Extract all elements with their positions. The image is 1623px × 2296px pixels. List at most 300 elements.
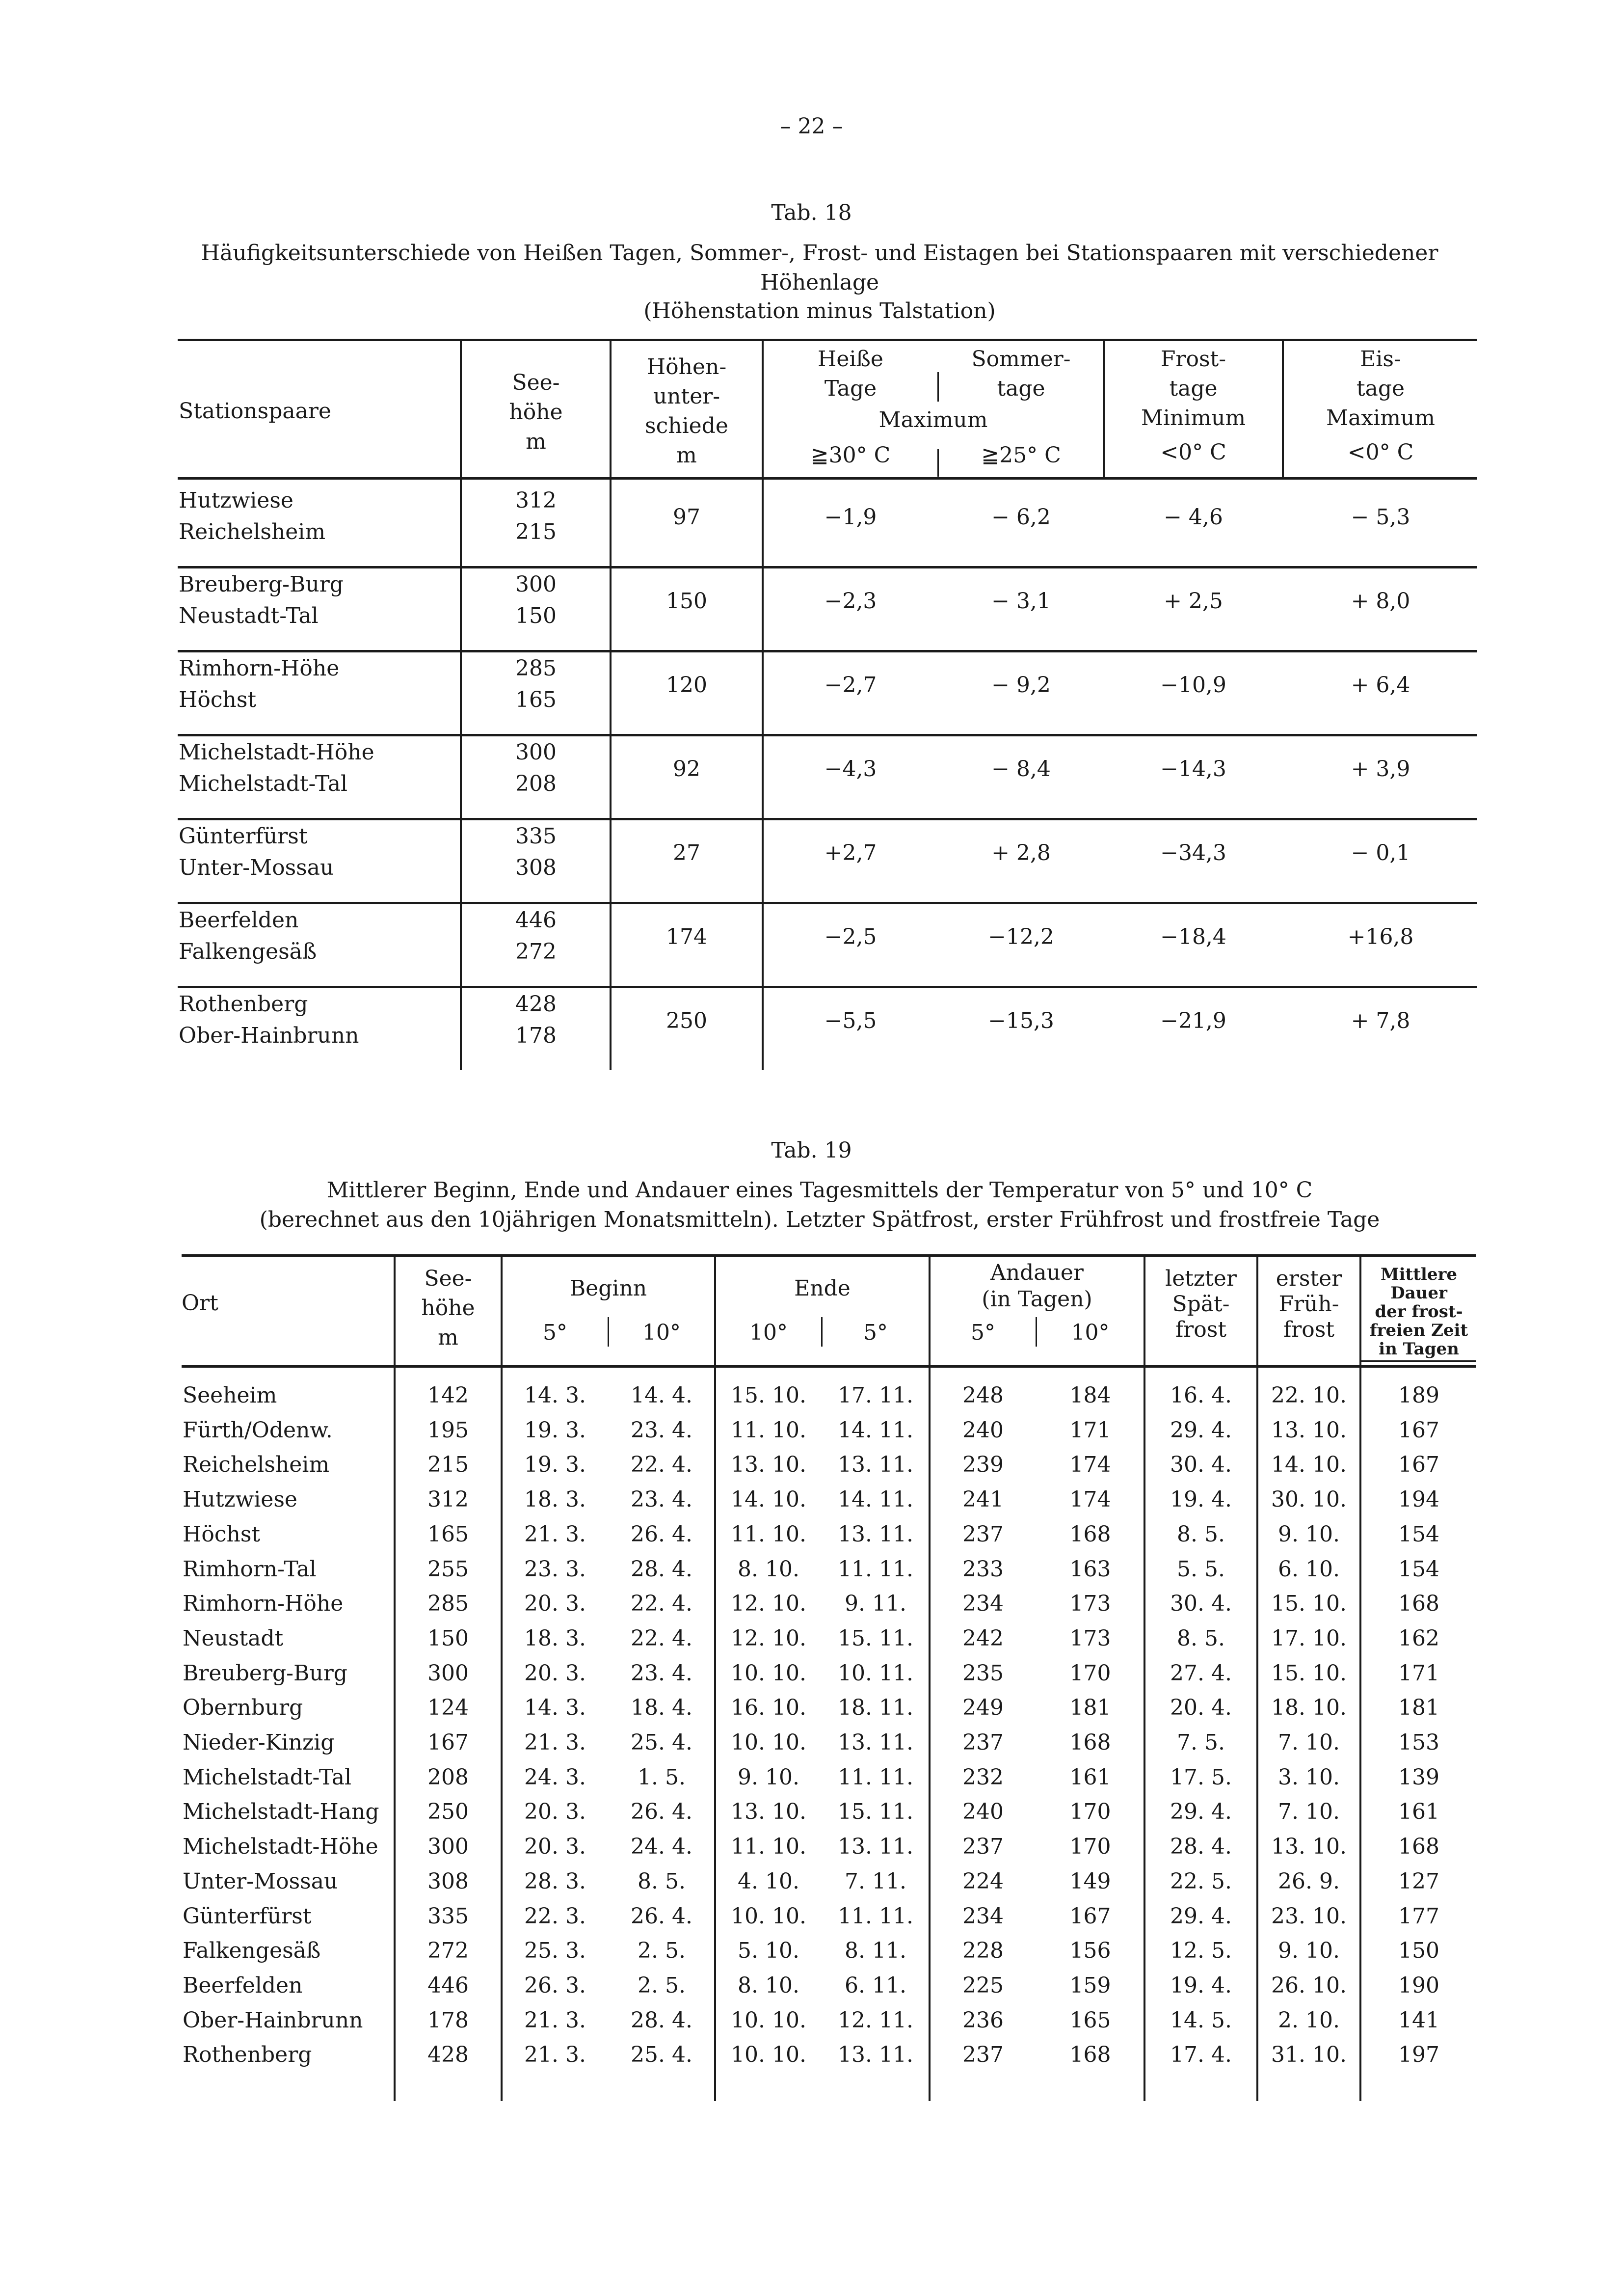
- tab19-cell-ende-5: 15. 11.: [838, 1625, 913, 1651]
- tab18-cell-frosttage: −34,3: [1160, 840, 1226, 865]
- tab19-cell-seehoehe: 167: [427, 1730, 469, 1755]
- tab18-cell-station-bottom: Ober-Hainbrunn: [179, 1023, 359, 1048]
- tab18-cell-eistage: − 5,3: [1351, 505, 1410, 530]
- tab18-row: [178, 654, 1477, 738]
- tab19-cell-mittlere-dauer: 167: [1398, 1452, 1439, 1478]
- tab19-cell-andauer-5: 237: [962, 1834, 1004, 1860]
- tab18-vline-heiss-sommer: [937, 372, 939, 402]
- tab19-cell-beginn-10: 26. 4.: [631, 1799, 692, 1825]
- tab19-cell-andauer-10: 170: [1069, 1834, 1111, 1860]
- tab18-caption-line3: (Höhenstation minus Talstation): [643, 298, 996, 324]
- tab19-cell-mittlere-dauer: 153: [1398, 1730, 1439, 1755]
- tab18-header-rule: [178, 477, 1477, 480]
- tab19-cell-ort: Falkengesäß: [183, 1938, 321, 1964]
- tab19-cell-ort: Breuberg-Burg: [183, 1660, 347, 1686]
- tab19-row: [182, 1693, 1476, 1728]
- tab19-cell-seehoehe: 124: [427, 1695, 469, 1721]
- tab19-cell-beginn-5: 26. 3.: [524, 1972, 586, 1998]
- tab18-h-maximum: Maximum: [878, 407, 988, 432]
- tab19-cell-spaetfrost: 16. 4.: [1170, 1383, 1232, 1408]
- tab19-cell-ort: Unter-Mossau: [183, 1868, 338, 1894]
- tab19-row: [182, 1381, 1476, 1416]
- tab19-cell-spaetfrost: 12. 5.: [1170, 1938, 1232, 1964]
- tab19-row: [182, 1589, 1476, 1624]
- tab19-cell-beginn-10: 28. 4.: [631, 1556, 692, 1582]
- tab19-cell-beginn-5: 20. 3.: [524, 1660, 586, 1686]
- tab19-row: [182, 1832, 1476, 1867]
- tab19-cell-ende-10: 12. 10.: [731, 1591, 806, 1617]
- tab18-cell-sommertage: − 3,1: [991, 589, 1051, 614]
- tab19-cell-ende-5: 18. 11.: [838, 1695, 913, 1721]
- tab18-cell-station-top: Rimhorn-Höhe: [179, 656, 340, 681]
- tab18-cell-seehoehe-top: 335: [515, 824, 557, 849]
- tab19-cell-spaetfrost: 29. 4.: [1170, 1903, 1232, 1929]
- tab19-cell-ende-10: 10. 10.: [731, 1730, 806, 1755]
- tab19-h-andauer: Andauer (in Tagen): [982, 1260, 1092, 1312]
- tab19-h-erster: erster Früh- frost: [1276, 1266, 1342, 1342]
- tab19-cell-ende-5: 17. 11.: [838, 1383, 913, 1408]
- tab19-cell-fruehfrost: 6. 10.: [1278, 1556, 1340, 1582]
- tab19-cell-ort: Ober-Hainbrunn: [183, 2007, 363, 2033]
- tab18-h-sommertage: Sommer- tage: [971, 347, 1071, 401]
- tab18-row-rule: [178, 902, 1477, 904]
- tab19-cell-beginn-10: 22. 4.: [631, 1452, 692, 1478]
- tab19-cell-andauer-10: 165: [1069, 2007, 1111, 2033]
- tab18-cell-station-top: Breuberg-Burg: [179, 572, 344, 597]
- tab19-cell-seehoehe: 300: [427, 1660, 469, 1686]
- tab19-cell-ort: Michelstadt-Hang: [183, 1799, 379, 1825]
- tab19-cell-andauer-10: 184: [1069, 1383, 1111, 1408]
- tab19-cell-seehoehe: 215: [427, 1452, 469, 1478]
- tab18-cell-station-bottom: Reichelsheim: [179, 519, 326, 544]
- tab19-cell-seehoehe: 300: [427, 1834, 469, 1860]
- tab18-cell-seehoehe-top: 300: [515, 572, 557, 597]
- tab18-cell-eistage: +16,8: [1347, 924, 1414, 949]
- tab19-caption-line1: Mittlerer Beginn, Ende und Andauer eines Tagesmittels der Temperatur von 5° und 10° C: [326, 1178, 1313, 1203]
- tab19-cell-beginn-5: 20. 3.: [524, 1591, 586, 1617]
- tab19-cell-andauer-10: 171: [1069, 1417, 1111, 1443]
- tab19-cell-andauer-5: 235: [962, 1660, 1004, 1686]
- tab19-h-mittlere: Mittlere Dauer der frost- freien Zeit in Tagen: [1369, 1265, 1468, 1359]
- tab19-cell-ende-10: 11. 10.: [731, 1834, 806, 1860]
- tab19-cell-fruehfrost: 3. 10.: [1278, 1764, 1340, 1790]
- tab19-cell-ende-10: 10. 10.: [731, 2042, 806, 2068]
- tab19-cell-spaetfrost: 19. 4.: [1170, 1972, 1232, 1998]
- tab19-cell-mittlere-dauer: 190: [1398, 1972, 1439, 1998]
- tab19-cell-ende-10: 13. 10.: [731, 1452, 806, 1478]
- tab19-title: Tab. 19: [771, 1138, 852, 1163]
- tab19-cell-beginn-10: 23. 4.: [631, 1660, 692, 1686]
- tab19-cell-ort: Günterfürst: [183, 1903, 312, 1929]
- tab19-cell-ende-5: 11. 11.: [838, 1903, 913, 1929]
- tab19-cell-seehoehe: 312: [427, 1487, 469, 1513]
- tab18-caption: [162, 239, 1477, 326]
- tab19-mittlere-underline: [1361, 1360, 1476, 1362]
- tab18-cell-sommertage: −12,2: [988, 924, 1054, 949]
- tab19-cell-andauer-10: 173: [1069, 1625, 1111, 1651]
- tab19-cell-ort: Rothenberg: [183, 2042, 312, 2068]
- tab19-cell-ort: Nieder-Kinzig: [183, 1730, 335, 1755]
- tab19-cell-beginn-5: 21. 3.: [524, 1730, 586, 1755]
- tab19-cell-beginn-5: 21. 3.: [524, 2042, 586, 2068]
- tab18-row-rule: [178, 650, 1477, 652]
- page-number: – 22 –: [780, 114, 843, 139]
- tab19-cell-ende-5: 14. 11.: [838, 1417, 913, 1443]
- tab18-cell-station-bottom: Höchst: [179, 687, 257, 712]
- tab19-cell-beginn-10: 22. 4.: [631, 1625, 692, 1651]
- tab19-cell-fruehfrost: 7. 10.: [1278, 1799, 1340, 1825]
- tab19-cell-ende-10: 8. 10.: [738, 1972, 799, 1998]
- tab19-row: [182, 1971, 1476, 2006]
- tab19-cell-andauer-5: 242: [962, 1625, 1004, 1651]
- tab19-cell-andauer-10: 170: [1069, 1799, 1111, 1825]
- tab19-cell-mittlere-dauer: 181: [1398, 1695, 1439, 1721]
- tab19-caption: [162, 1176, 1477, 1235]
- tab19-header-rule: [182, 1365, 1476, 1368]
- tab19-cell-beginn-5: 14. 3.: [524, 1695, 586, 1721]
- tab19-row: [182, 1450, 1476, 1485]
- tab19-row: [182, 1728, 1476, 1763]
- tab18-cell-seehoehe-bottom: 165: [515, 687, 557, 712]
- tab18-cell-eistage: + 3,9: [1351, 756, 1410, 782]
- tab19-row: [182, 1902, 1476, 1937]
- tab19-row: [182, 1936, 1476, 1971]
- tab19-cell-fruehfrost: 14. 10.: [1271, 1452, 1347, 1478]
- tab19-cell-seehoehe: 195: [427, 1417, 469, 1443]
- tab19-cell-beginn-10: 1. 5.: [638, 1764, 686, 1790]
- tab19-cell-ende-10: 15. 10.: [731, 1383, 806, 1408]
- tab19-cell-ende-5: 7. 11.: [845, 1868, 906, 1894]
- tab19-cell-andauer-5: 239: [962, 1452, 1004, 1478]
- tab18-cell-heisse-tage: +2,7: [824, 840, 877, 865]
- tab19-h-andauer-10: 10°: [1071, 1320, 1110, 1345]
- tab19-cell-spaetfrost: 8. 5.: [1177, 1625, 1225, 1651]
- tab19-cell-ende-5: 13. 11.: [838, 1452, 913, 1478]
- tab19-cell-ende-10: 14. 10.: [731, 1487, 806, 1513]
- tab18-h-ge25: ≧25° C: [981, 443, 1061, 468]
- tab19-cell-fruehfrost: 13. 10.: [1271, 1834, 1347, 1860]
- tab18-cell-seehoehe-bottom: 272: [515, 939, 557, 964]
- tab19-cell-andauer-10: 170: [1069, 1660, 1111, 1686]
- tab19-cell-seehoehe: 335: [427, 1903, 469, 1929]
- tab18-h-ge30: ≧30° C: [810, 443, 891, 468]
- tab18-cell-heisse-tage: −2,3: [824, 589, 877, 614]
- tab19-cell-andauer-10: 168: [1069, 2042, 1111, 2068]
- tab19-cell-ende-10: 8. 10.: [738, 1556, 799, 1582]
- tab19-cell-seehoehe: 208: [427, 1764, 469, 1790]
- tab19-cell-andauer-5: 234: [962, 1903, 1004, 1929]
- tab19-cell-ende-10: 11. 10.: [731, 1521, 806, 1547]
- tab19-row: [182, 1624, 1476, 1659]
- tab19-cell-mittlere-dauer: 194: [1398, 1487, 1439, 1513]
- tab19-cell-andauer-5: 248: [962, 1383, 1004, 1408]
- tab19-cell-fruehfrost: 13. 10.: [1271, 1417, 1347, 1443]
- tab19-cell-spaetfrost: 27. 4.: [1170, 1660, 1232, 1686]
- tab19-cell-spaetfrost: 17. 4.: [1170, 2042, 1232, 2068]
- tab19-cell-mittlere-dauer: 141: [1398, 2007, 1439, 2033]
- tab19-caption-line2: (berechnet aus den 10jährigen Monatsmitteln). Letzter Spätfrost, erster Frühfrost und frostfreie Tage: [259, 1207, 1380, 1232]
- tab19-cell-andauer-5: 225: [962, 1972, 1004, 1998]
- tab19-cell-ende-5: 15. 11.: [838, 1799, 913, 1825]
- tab19-cell-ende-5: 13. 11.: [838, 1834, 913, 1860]
- tab19-cell-spaetfrost: 19. 4.: [1170, 1487, 1232, 1513]
- tab19-h-beginn: Beginn: [569, 1276, 647, 1301]
- tab19-cell-ort: Rimhorn-Höhe: [183, 1591, 344, 1617]
- tab19-cell-seehoehe: 165: [427, 1521, 469, 1547]
- tab19-cell-ende-5: 11. 11.: [838, 1556, 913, 1582]
- tab19-cell-beginn-5: 24. 3.: [524, 1764, 586, 1790]
- tab19-h-letzter: letzter Spät- frost: [1165, 1266, 1237, 1342]
- tab19-cell-beginn-5: 28. 3.: [524, 1868, 586, 1894]
- tab19-cell-mittlere-dauer: 168: [1398, 1834, 1439, 1860]
- tab18-cell-station-bottom: Michelstadt-Tal: [179, 771, 348, 796]
- tab19-cell-fruehfrost: 18. 10.: [1271, 1695, 1347, 1721]
- tab19-h-beginn-5: 5°: [543, 1320, 567, 1345]
- tab19-cell-ende-5: 13. 11.: [838, 2042, 913, 2068]
- tab19-cell-beginn-10: 23. 4.: [631, 1417, 692, 1443]
- tab18-h-heisse-tage: Heiße Tage: [818, 347, 883, 401]
- tab18-cell-heisse-tage: −2,7: [824, 673, 877, 698]
- tab18-cell-station-bottom: Falkengesäß: [179, 939, 317, 964]
- tab18-cell-hoehendiff: 120: [666, 673, 707, 698]
- tab19-cell-spaetfrost: 14. 5.: [1170, 2007, 1232, 2033]
- tab19-cell-mittlere-dauer: 154: [1398, 1521, 1439, 1547]
- tab19-cell-andauer-10: 174: [1069, 1487, 1111, 1513]
- tab18-cell-seehoehe-bottom: 208: [515, 771, 557, 796]
- tab19-cell-beginn-10: 26. 4.: [631, 1521, 692, 1547]
- tab18-h-stationspaare: Stationspaare: [179, 399, 331, 424]
- tab19-cell-fruehfrost: 7. 10.: [1278, 1730, 1340, 1755]
- tab19-cell-ende-10: 10. 10.: [731, 1660, 806, 1686]
- tab19-cell-beginn-10: 2. 5.: [638, 1938, 686, 1964]
- tab18-cell-heisse-tage: −2,5: [824, 924, 877, 949]
- tab19-cell-andauer-5: 237: [962, 1730, 1004, 1755]
- tab18-row: [178, 738, 1477, 822]
- tab19-cell-beginn-5: 14. 3.: [524, 1383, 586, 1408]
- tab18-cell-frosttage: − 4,6: [1164, 505, 1223, 530]
- tab19-cell-beginn-5: 25. 3.: [524, 1938, 586, 1964]
- tab19-cell-seehoehe: 285: [427, 1591, 469, 1617]
- tab19-row: [182, 2040, 1476, 2075]
- tab19-cell-ort: Hutzwiese: [183, 1487, 297, 1513]
- tab19-cell-ende-5: 9. 11.: [845, 1591, 906, 1617]
- tab18-cell-heisse-tage: −4,3: [824, 756, 877, 782]
- tab19-cell-beginn-5: 18. 3.: [524, 1487, 586, 1513]
- tab19-cell-andauer-10: 159: [1069, 1972, 1111, 1998]
- tab19-cell-andauer-10: 167: [1069, 1903, 1111, 1929]
- tab19-h-ort: Ort: [182, 1291, 218, 1316]
- tab19-cell-andauer-5: 228: [962, 1938, 1004, 1964]
- tab18-row-rule: [178, 566, 1477, 568]
- tab19-row: [182, 1659, 1476, 1694]
- tab19-cell-ende-5: 14. 11.: [838, 1487, 913, 1513]
- tab19-cell-andauer-5: 240: [962, 1799, 1004, 1825]
- tab19-cell-ort: Michelstadt-Höhe: [183, 1834, 378, 1860]
- tab19-cell-mittlere-dauer: 197: [1398, 2042, 1439, 2068]
- tab19-cell-seehoehe: 446: [427, 1972, 469, 1998]
- tab19-h-ende-10: 10°: [749, 1320, 788, 1345]
- tab19-cell-spaetfrost: 29. 4.: [1170, 1417, 1232, 1443]
- tab19-cell-mittlere-dauer: 127: [1398, 1868, 1439, 1894]
- tab19-h-ende: Ende: [794, 1276, 851, 1301]
- tab18-caption-line1: Häufigkeitsunterschiede von Heißen Tagen, Sommer-, Frost- und Eistagen bei Stationspaaren mit verschiedener: [201, 241, 1438, 266]
- tab18-cell-seehoehe-bottom: 178: [515, 1023, 557, 1048]
- tab18-h-hoehenunterschiede: Höhen- unter- schiede m: [645, 354, 728, 468]
- tab18-cell-frosttage: −10,9: [1160, 673, 1226, 698]
- tab19-cell-mittlere-dauer: 189: [1398, 1383, 1439, 1408]
- tab19-cell-ort: Rimhorn-Tal: [183, 1556, 317, 1582]
- tab19-row: [182, 1485, 1476, 1520]
- tab18-row: [178, 990, 1477, 1074]
- tab19-cell-ort: Beerfelden: [183, 1972, 303, 1998]
- tab18-cell-station-top: Hutzwiese: [179, 488, 293, 513]
- tab18-row-rule: [178, 818, 1477, 820]
- tab19-cell-spaetfrost: 22. 5.: [1170, 1868, 1232, 1894]
- tab19-cell-mittlere-dauer: 150: [1398, 1938, 1439, 1964]
- tab19-row: [182, 1867, 1476, 1902]
- tab19-cell-ort: Obernburg: [183, 1695, 303, 1721]
- tab19-cell-andauer-10: 156: [1069, 1938, 1111, 1964]
- tab19-cell-beginn-5: 20. 3.: [524, 1834, 586, 1860]
- tab18-h-eistage: Eis- tage Maximum <0° C: [1326, 347, 1435, 465]
- tab18-cell-eistage: + 6,4: [1351, 673, 1410, 698]
- tab19-cell-beginn-10: 25. 4.: [631, 1730, 692, 1755]
- tab19-cell-spaetfrost: 20. 4.: [1170, 1695, 1232, 1721]
- tab18-title: Tab. 18: [771, 200, 852, 225]
- tab18-cell-station-bottom: Neustadt-Tal: [179, 603, 319, 628]
- tab19-cell-andauer-5: 232: [962, 1764, 1004, 1790]
- tab19-cell-seehoehe: 272: [427, 1938, 469, 1964]
- tab19-row: [182, 1763, 1476, 1798]
- tab19-cell-fruehfrost: 17. 10.: [1271, 1625, 1347, 1651]
- tab19-cell-ende-5: 12. 11.: [838, 2007, 913, 2033]
- tab19-cell-andauer-10: 168: [1069, 1730, 1111, 1755]
- tab19-cell-spaetfrost: 29. 4.: [1170, 1799, 1232, 1825]
- tab18-cell-station-bottom: Unter-Mossau: [179, 855, 334, 880]
- tab19-cell-beginn-5: 18. 3.: [524, 1625, 586, 1651]
- tab18-cell-station-top: Rothenberg: [179, 992, 308, 1017]
- tab19-cell-ort: Fürth/Odenw.: [183, 1417, 333, 1443]
- tab18-cell-sommertage: − 6,2: [991, 505, 1051, 530]
- tab19-cell-beginn-10: 28. 4.: [631, 2007, 692, 2033]
- tab19-cell-ende-10: 12. 10.: [731, 1625, 806, 1651]
- tab19-cell-ende-10: 10. 10.: [731, 1903, 806, 1929]
- tab19-cell-ende-10: 10. 10.: [731, 2007, 806, 2033]
- tab18-vline-ge: [937, 449, 939, 477]
- tab19-cell-andauer-5: 241: [962, 1487, 1004, 1513]
- tab19-cell-andauer-5: 233: [962, 1556, 1004, 1582]
- tab19-row: [182, 1520, 1476, 1555]
- tab19-cell-ende-5: 11. 11.: [838, 1764, 913, 1790]
- tab18-cell-sommertage: + 2,8: [991, 840, 1051, 865]
- tab19-h-ende-5: 5°: [863, 1320, 888, 1345]
- tab19-cell-fruehfrost: 26. 10.: [1271, 1972, 1347, 1998]
- tab18-cell-hoehendiff: 27: [673, 840, 700, 865]
- tab19-cell-spaetfrost: 8. 5.: [1177, 1521, 1225, 1547]
- tab19-cell-seehoehe: 255: [427, 1556, 469, 1582]
- tab18-cell-seehoehe-top: 446: [515, 908, 557, 933]
- tab19-cell-fruehfrost: 31. 10.: [1271, 2042, 1347, 2068]
- tab19-cell-spaetfrost: 30. 4.: [1170, 1591, 1232, 1617]
- tab19-cell-fruehfrost: 15. 10.: [1271, 1660, 1347, 1686]
- tab19-cell-andauer-5: 224: [962, 1868, 1004, 1894]
- tab18-cell-hoehendiff: 150: [666, 589, 707, 614]
- tab18-cell-seehoehe-top: 300: [515, 740, 557, 765]
- tab19-cell-mittlere-dauer: 167: [1398, 1417, 1439, 1443]
- tab19-row: [182, 2006, 1476, 2041]
- tab18-cell-station-top: Michelstadt-Höhe: [179, 740, 374, 765]
- tab19-cell-beginn-5: 23. 3.: [524, 1556, 586, 1582]
- tab19-cell-beginn-10: 18. 4.: [631, 1695, 692, 1721]
- tab18-cell-seehoehe-top: 312: [515, 488, 557, 513]
- tab19-cell-ende-5: 10. 11.: [838, 1660, 913, 1686]
- tab19-cell-ende-10: 16. 10.: [731, 1695, 806, 1721]
- tab19-cell-beginn-5: 21. 3.: [524, 1521, 586, 1547]
- tab19-cell-beginn-10: 25. 4.: [631, 2042, 692, 2068]
- tab19-cell-ende-10: 4. 10.: [738, 1868, 799, 1894]
- tab19-cell-fruehfrost: 30. 10.: [1271, 1487, 1347, 1513]
- tab18-cell-seehoehe-bottom: 308: [515, 855, 557, 880]
- tab19-cell-spaetfrost: 7. 5.: [1177, 1730, 1225, 1755]
- tab19-cell-beginn-10: 23. 4.: [631, 1487, 692, 1513]
- tab19-cell-fruehfrost: 2. 10.: [1278, 2007, 1340, 2033]
- tab19-cell-seehoehe: 150: [427, 1625, 469, 1651]
- tab18-cell-frosttage: −14,3: [1160, 756, 1226, 782]
- tab19-cell-andauer-5: 236: [962, 2007, 1004, 2033]
- tab18-cell-hoehendiff: 250: [666, 1008, 707, 1033]
- tab18-row-rule: [178, 986, 1477, 988]
- tab18-cell-frosttage: + 2,5: [1164, 589, 1223, 614]
- tab19-cell-seehoehe: 308: [427, 1868, 469, 1894]
- tab18-cell-seehoehe-top: 285: [515, 656, 557, 681]
- tab18-cell-frosttage: −21,9: [1160, 1008, 1226, 1033]
- tab19-cell-andauer-10: 181: [1069, 1695, 1111, 1721]
- tab19-cell-spaetfrost: 28. 4.: [1170, 1834, 1232, 1860]
- tab19-cell-beginn-10: 8. 5.: [638, 1868, 686, 1894]
- tab19-cell-mittlere-dauer: 171: [1398, 1660, 1439, 1686]
- tab19-row: [182, 1416, 1476, 1451]
- tab18-cell-eistage: + 8,0: [1351, 589, 1410, 614]
- tab18-cell-hoehendiff: 174: [666, 924, 707, 949]
- tab19-cell-spaetfrost: 30. 4.: [1170, 1452, 1232, 1478]
- tab19-cell-beginn-10: 14. 4.: [631, 1383, 692, 1408]
- tab19-cell-ende-5: 13. 11.: [838, 1730, 913, 1755]
- tab19-cell-andauer-5: 234: [962, 1591, 1004, 1617]
- tab18-cell-station-top: Beerfelden: [179, 908, 299, 933]
- tab18-cell-sommertage: − 8,4: [991, 756, 1051, 782]
- tab19-cell-beginn-10: 24. 4.: [631, 1834, 692, 1860]
- tab19-cell-beginn-5: 21. 3.: [524, 2007, 586, 2033]
- tab19-cell-mittlere-dauer: 162: [1398, 1625, 1439, 1651]
- tab19-cell-ende-10: 9. 10.: [738, 1764, 799, 1790]
- tab19-cell-fruehfrost: 22. 10.: [1271, 1383, 1347, 1408]
- tab19-cell-andauer-10: 161: [1069, 1764, 1111, 1790]
- tab19-cell-andauer-10: 174: [1069, 1452, 1111, 1478]
- tab19-cell-beginn-5: 19. 3.: [524, 1452, 586, 1478]
- tab19-cell-andauer-5: 237: [962, 2042, 1004, 2068]
- tab18-row: [178, 570, 1477, 654]
- tab18-cell-eistage: + 7,8: [1351, 1008, 1410, 1033]
- tab19-cell-fruehfrost: 26. 9.: [1278, 1868, 1340, 1894]
- tab19-cell-andauer-10: 173: [1069, 1591, 1111, 1617]
- tab18-cell-sommertage: − 9,2: [991, 673, 1051, 698]
- tab18-row-rule: [178, 734, 1477, 736]
- tab19-cell-mittlere-dauer: 161: [1398, 1799, 1439, 1825]
- tab19-cell-mittlere-dauer: 177: [1398, 1903, 1439, 1929]
- tab19-cell-fruehfrost: 9. 10.: [1278, 1938, 1340, 1964]
- tab19-cell-fruehfrost: 15. 10.: [1271, 1591, 1347, 1617]
- tab18-cell-seehoehe-bottom: 215: [515, 519, 557, 544]
